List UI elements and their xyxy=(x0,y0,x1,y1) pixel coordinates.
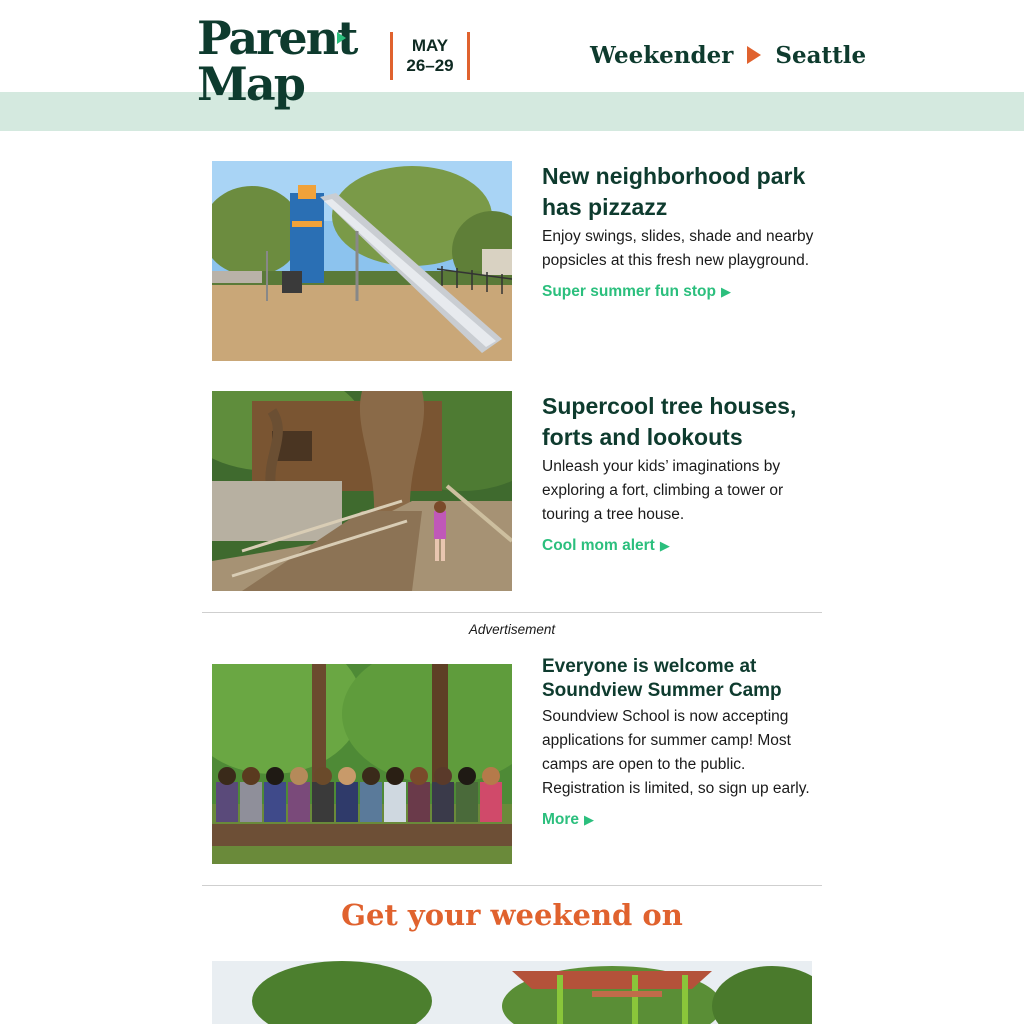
logo-word-map: Map xyxy=(197,57,304,111)
story-link[interactable] xyxy=(542,537,670,555)
section-heading: Get your weekend on xyxy=(341,898,683,932)
story-text xyxy=(542,161,832,301)
ad-label: Advertisement xyxy=(468,622,556,637)
parentmap-logo[interactable] xyxy=(197,11,357,111)
ad-link[interactable] xyxy=(542,811,594,829)
story-title[interactable]: New neighborhood park has pizzazz xyxy=(542,163,806,220)
ad-link-label: More xyxy=(542,811,580,828)
divider xyxy=(202,885,822,886)
summer-camp-photo[interactable] xyxy=(212,664,512,864)
tree-house-photo[interactable] xyxy=(212,391,512,591)
park-gazebo-photo[interactable] xyxy=(212,961,812,1024)
ad-card xyxy=(212,655,824,865)
edition-name: Weekender xyxy=(590,41,734,69)
story-card xyxy=(212,161,824,361)
issue-day-range: 26–29 xyxy=(406,56,454,75)
ad-body: Soundview School is now accepting applications for summer camp! Most camps are open to the public. Registration is limited, so sign up early. xyxy=(542,708,810,797)
story-card xyxy=(212,391,824,591)
header-band xyxy=(0,92,1024,131)
edition-title xyxy=(590,38,866,72)
divider xyxy=(202,612,822,613)
issue-month: MAY xyxy=(411,36,449,55)
ad-title[interactable]: Everyone is welcome at Soundview Summer Camp xyxy=(542,656,782,701)
play-triangle-icon: ▶ xyxy=(584,812,595,827)
play-triangle-icon: ▶ xyxy=(720,284,731,299)
story-body: Enjoy swings, slides, shade and nearby popsicles at this fresh new playground. xyxy=(542,228,814,269)
edition-city: Seattle xyxy=(775,41,867,69)
story-text xyxy=(542,391,832,555)
story-link[interactable] xyxy=(542,283,731,301)
playground-slide-photo[interactable] xyxy=(212,161,512,361)
logo-triangle-icon xyxy=(337,32,346,44)
logo-word-parent: Parent xyxy=(197,11,357,65)
play-triangle-icon: ▶ xyxy=(659,538,670,553)
ad-text xyxy=(542,655,832,829)
story-title[interactable]: Supercool tree houses, forts and lookouts xyxy=(542,393,797,450)
story-link-label: Super summer fun stop xyxy=(542,283,716,300)
edition-arrow-icon xyxy=(747,46,761,64)
issue-date xyxy=(390,32,470,80)
story-body: Unleash your kids’ imaginations by exploring a fort, climbing a tower or touring a tree house. xyxy=(542,458,784,523)
header-bar xyxy=(0,0,1024,92)
story-link-label: Cool mom alert xyxy=(542,537,655,554)
